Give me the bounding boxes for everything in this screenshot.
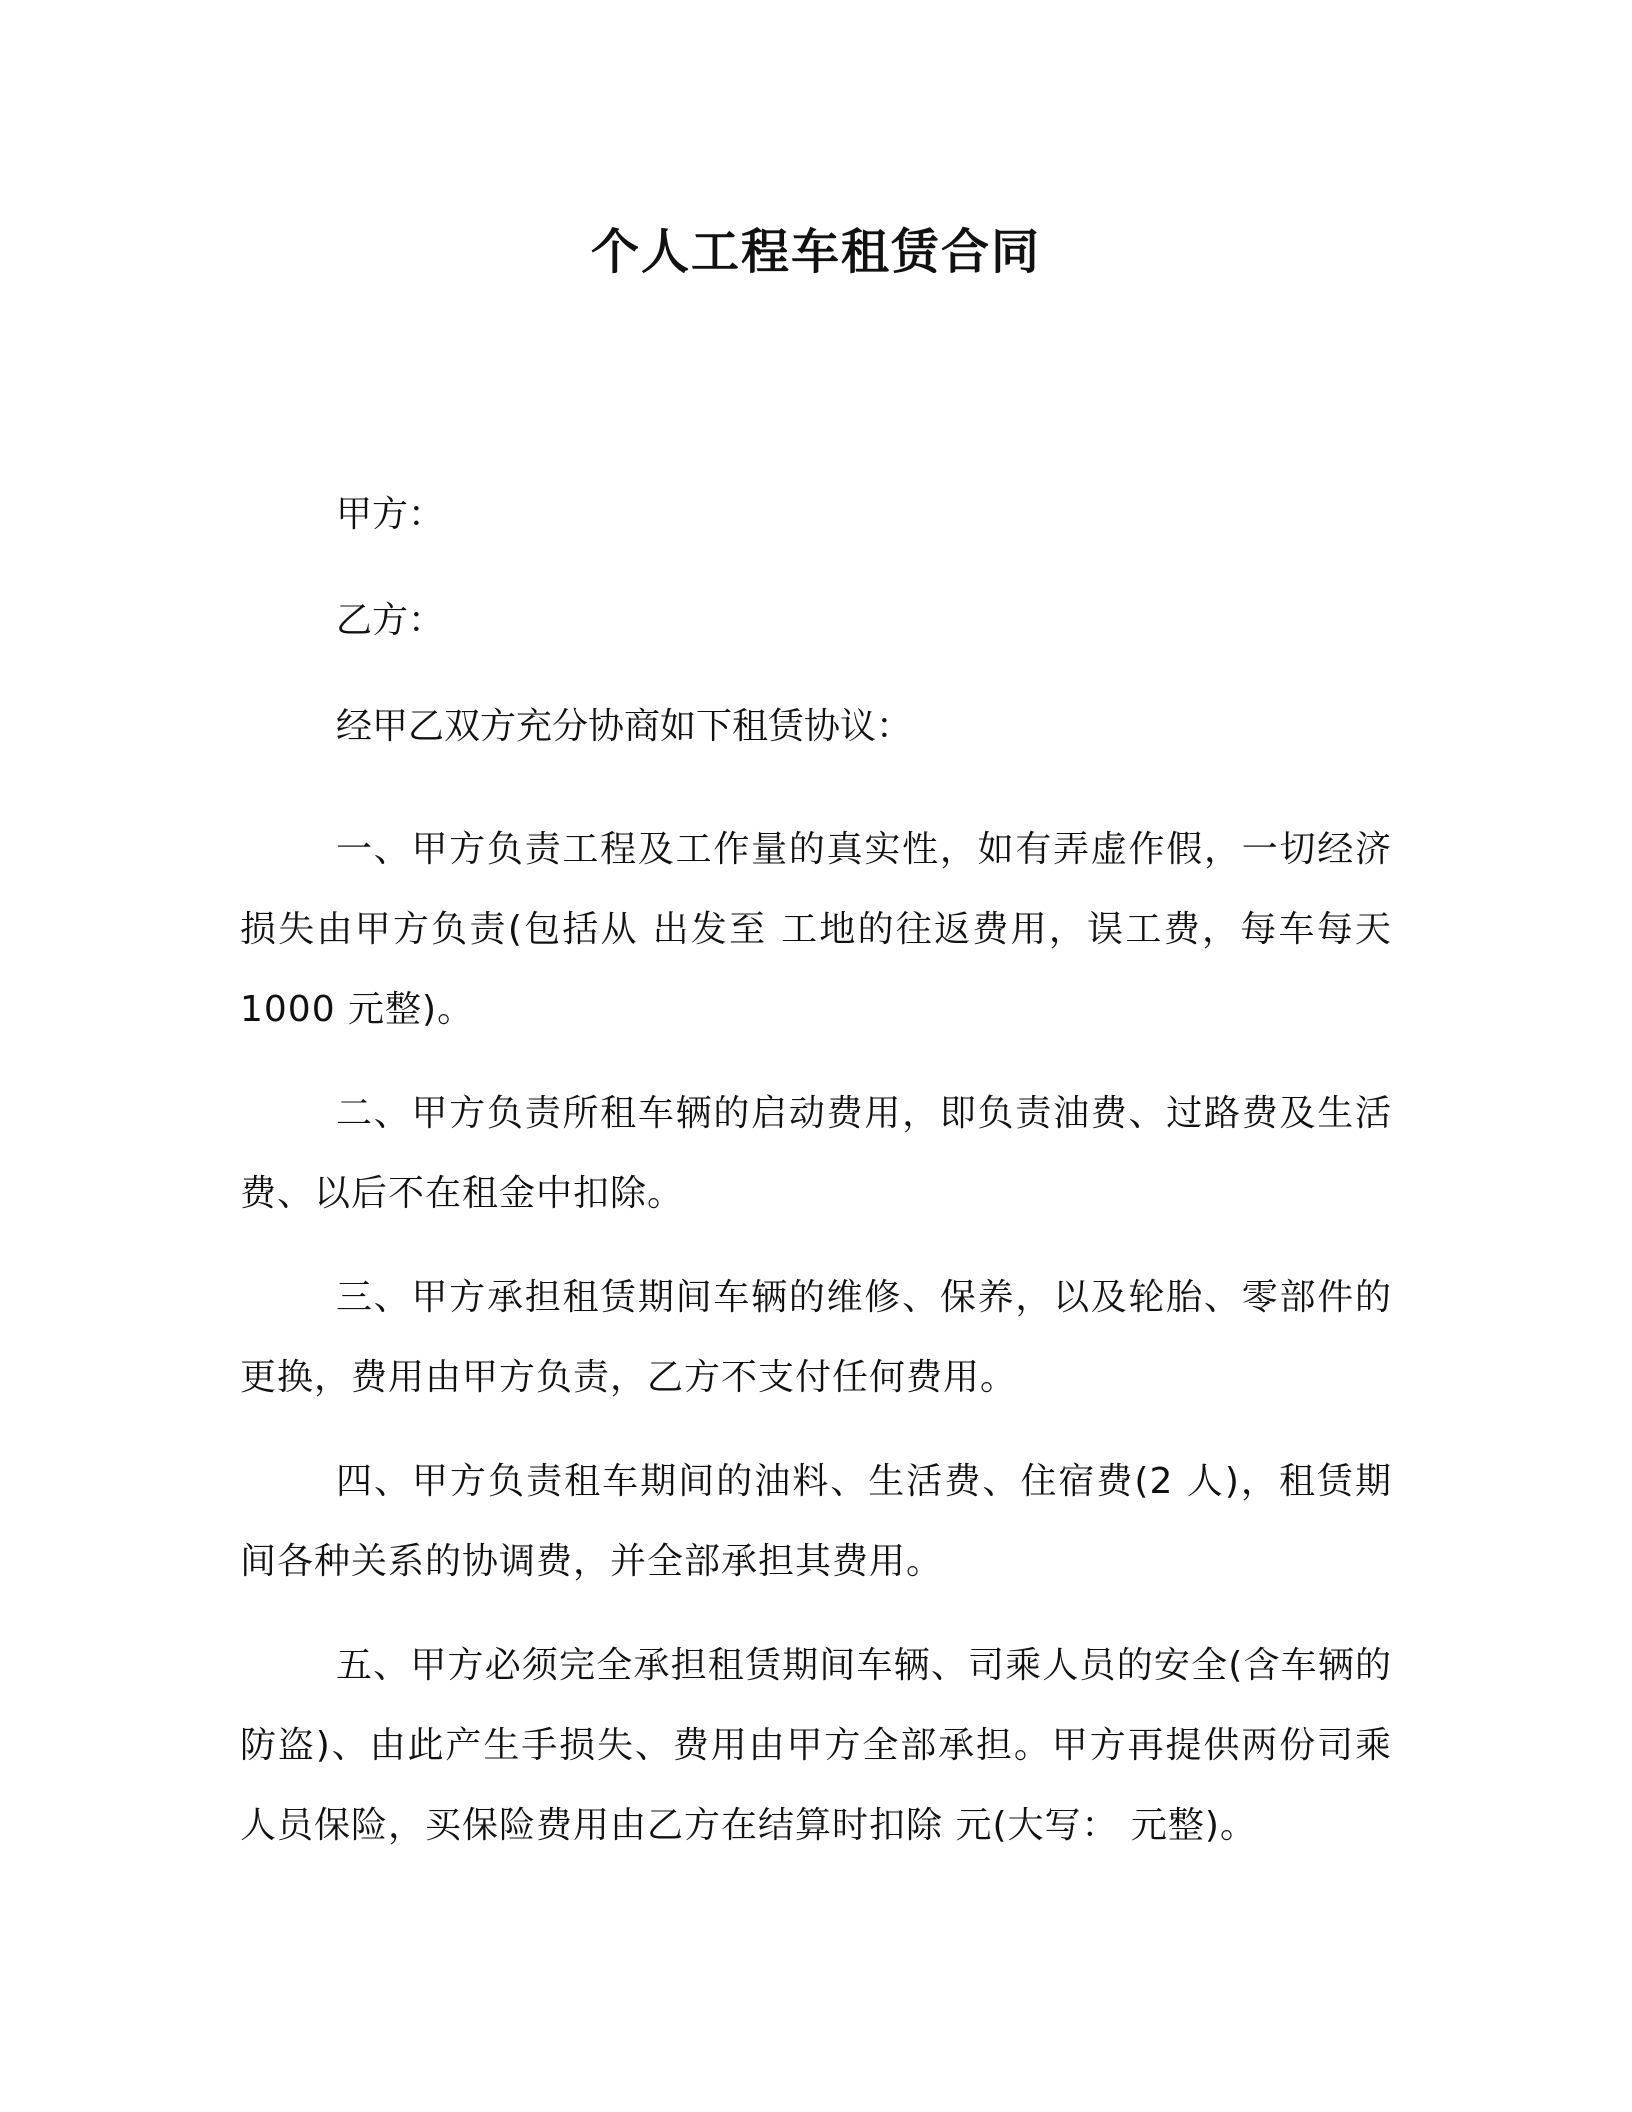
clause-2: 二、甲方负责所租车辆的启动费用，即负责油费、过路费及生活费、以后不在租金中扣除。 xyxy=(240,1093,1392,1214)
clause-3: 三、甲方承担租赁期间车辆的维修、保养，以及轮胎、零部件的更换，费用由甲方负责，乙方不支付任何费用。 xyxy=(240,1277,1392,1398)
party-b-line: 乙方： xyxy=(336,600,445,641)
intro-paragraph: 经甲乙双方充分协商如下租赁协议： xyxy=(336,706,913,747)
clause-5: 五、甲方必须完全承担租赁期间车辆、司乘人员的安全(含车辆的防盗)、由此产生手损失、费用由甲方全部承担。甲方再提供两份司乘人员保险，买保险费用由乙方在结算时扣除 元(大写： 元整)。 xyxy=(240,1645,1392,1846)
document-body xyxy=(240,490,1392,1890)
clause-1: 一、甲方负责工程及工作量的真实性，如有弄虚作假，一切经济损失由甲方负责(包括从 出发至 工地的往返费用，误工费，每车每天 1000 元整)。 xyxy=(240,829,1392,1030)
party-a-line: 甲方： xyxy=(336,494,445,535)
document-title: 个人工程车租赁合同 xyxy=(590,224,1041,280)
clause-4: 四、甲方负责租车期间的油料、生活费、住宿费(2 人)，租赁期间各种关系的协调费，并全部承担其费用。 xyxy=(240,1461,1392,1582)
